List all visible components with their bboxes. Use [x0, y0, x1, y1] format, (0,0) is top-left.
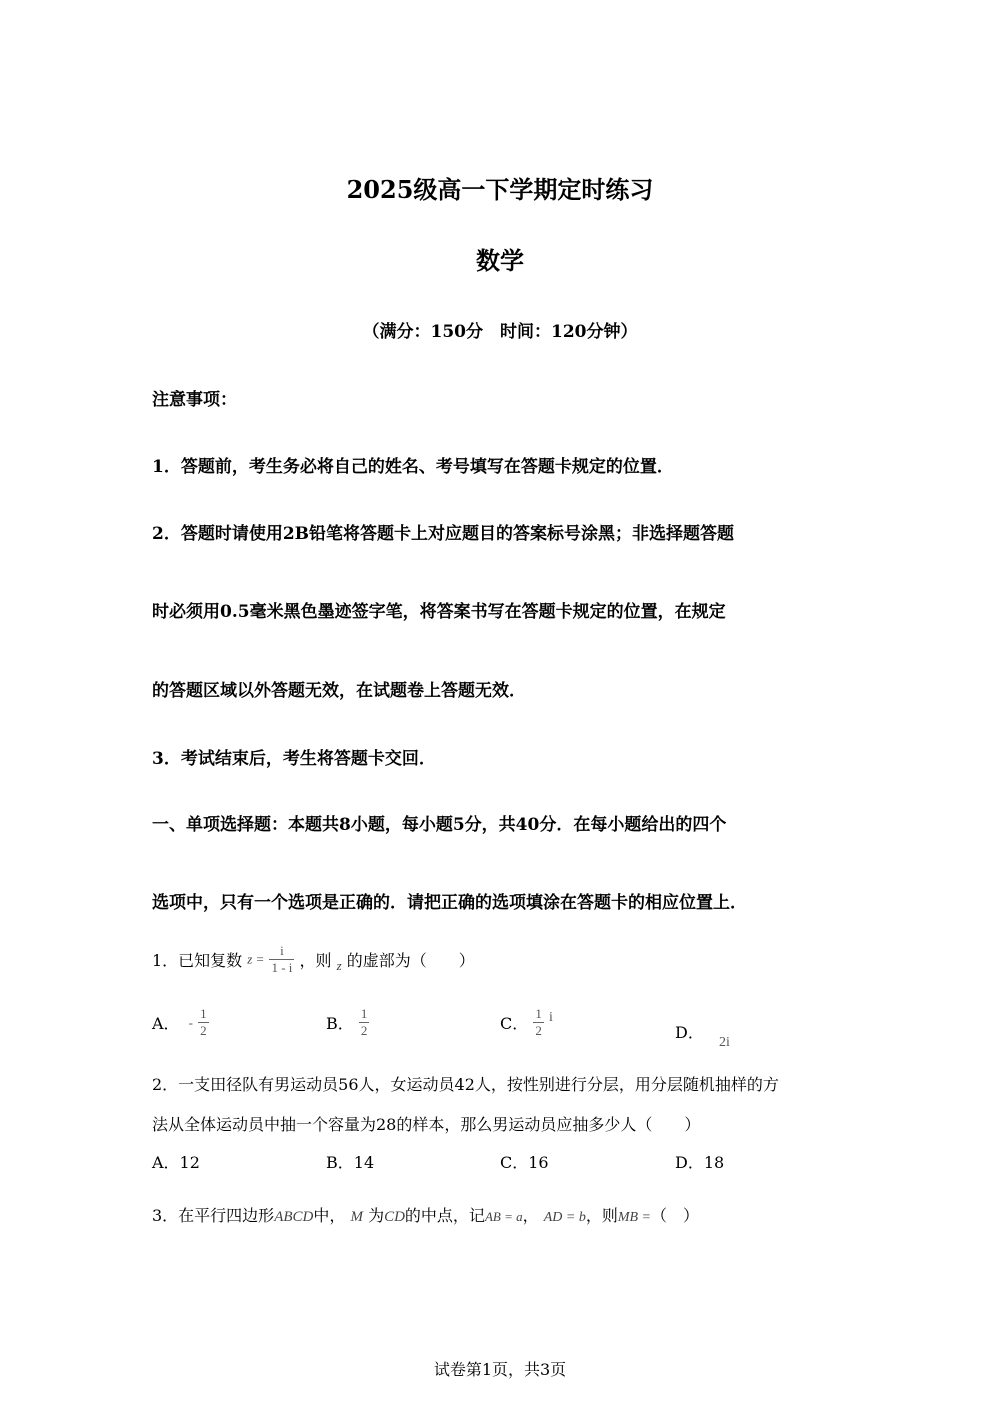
q1-fraction	[269, 943, 294, 976]
q1-frac-den: 1 - i	[271, 960, 293, 975]
note-item-1: 1．答题前，考生务必将自己的姓名、考号填写在答题卡规定的位置．	[152, 457, 674, 477]
question-2-line-1: 2．一支田径队有男运动员56人，女运动员42人，按性别进行分层，用分层随机抽样的方	[152, 1075, 779, 1094]
score-time: （满分：150分 时间：120分钟）	[362, 322, 638, 342]
option-label: A．	[152, 1014, 180, 1033]
q1-option-d[interactable]	[675, 1020, 730, 1050]
notes-heading: 注意事项：	[152, 390, 237, 410]
frac-den: 2	[535, 1023, 542, 1038]
q3-abcd: ABCD	[274, 1209, 314, 1225]
q3-ad-eq: AD = b	[543, 1210, 586, 1225]
q3-ab-eq: AB = a	[484, 1209, 523, 1224]
q1-z: z	[336, 958, 342, 973]
q3-mid4: ，则	[585, 1206, 618, 1225]
option-label: B．	[326, 1014, 354, 1033]
option-label: C．	[500, 1014, 529, 1033]
q3-m: M	[350, 1209, 363, 1225]
q1-frac-num: i	[280, 943, 284, 958]
q3-prefix: 3．在平行四边形	[152, 1206, 275, 1225]
note-item-2-line-3: 的答题区域以外答题无效，在试题卷上答题无效．	[152, 681, 526, 701]
option-label: D．	[675, 1023, 704, 1042]
q3-mid1: 中，	[313, 1206, 346, 1225]
note-item-3: 3．考试结束后，考生将答题卡交回．	[152, 749, 436, 769]
q1-option-c[interactable]	[500, 1006, 553, 1039]
q1-suffix: 的虚部为（ ）	[346, 951, 475, 970]
imag-unit: i	[548, 1010, 553, 1025]
q3-mid2: 为	[368, 1206, 385, 1225]
q2-option-b[interactable]: B．14	[326, 1153, 375, 1172]
subject-title: 数学	[476, 246, 524, 275]
q3-mid3: 的中点，记	[404, 1206, 485, 1225]
minus-sign: -	[188, 1014, 193, 1030]
q3-suffix: （ ）	[651, 1206, 700, 1225]
question-1	[152, 943, 475, 976]
q1-prefix: 1．已知复数	[152, 951, 243, 970]
q3-comma: ，	[522, 1206, 539, 1225]
q1-z-eq: z =	[247, 951, 265, 967]
frac-den: 2	[360, 1023, 368, 1038]
frac-num: 1	[200, 1006, 207, 1021]
page-footer: 试卷第1页，共3页	[433, 1360, 567, 1379]
section-1-line-1: 一、单项选择题：本题共8小题，每小题5分，共40分．在每小题给出的四个	[152, 815, 727, 835]
frac-den: 2	[200, 1023, 207, 1038]
section-1-line-2: 选项中，只有一个选项是正确的．请把正确的选项填涂在答题卡的相应位置上．	[152, 893, 747, 913]
note-item-2-line-2: 时必须用0.5毫米黑色墨迹签字笔，将答案书写在答题卡规定的位置，在规定	[152, 602, 726, 622]
q2-option-d[interactable]: D．18	[675, 1153, 725, 1172]
question-3	[152, 1203, 699, 1226]
q1-option-b[interactable]	[326, 1006, 369, 1039]
q1-c-fraction	[533, 1006, 544, 1039]
q1-option-a[interactable]	[152, 1006, 209, 1039]
question-2-line-2: 法从全体运动员中抽一个容量为28的样本，那么男运动员应抽多少人（ ）	[152, 1115, 701, 1134]
q1-middle: ，则	[299, 951, 332, 970]
frac-num: 1	[360, 1006, 368, 1021]
frac-num: 1	[535, 1006, 542, 1021]
q3-cd: CD	[384, 1209, 405, 1225]
page-title: 2025级高一下学期定时练习	[346, 175, 654, 204]
option-value: 2i	[718, 1035, 730, 1050]
q2-option-c[interactable]: C．16	[500, 1153, 549, 1172]
q3-mb-eq: MB =	[617, 1210, 651, 1225]
q2-option-a[interactable]: A．12	[152, 1153, 200, 1172]
q1-b-fraction	[359, 1006, 370, 1039]
q1-a-fraction	[198, 1006, 209, 1039]
note-item-2-line-1: 2．答题时请使用2B铅笔将答题卡上对应题目的答案标号涂黑；非选择题答题	[152, 524, 735, 544]
